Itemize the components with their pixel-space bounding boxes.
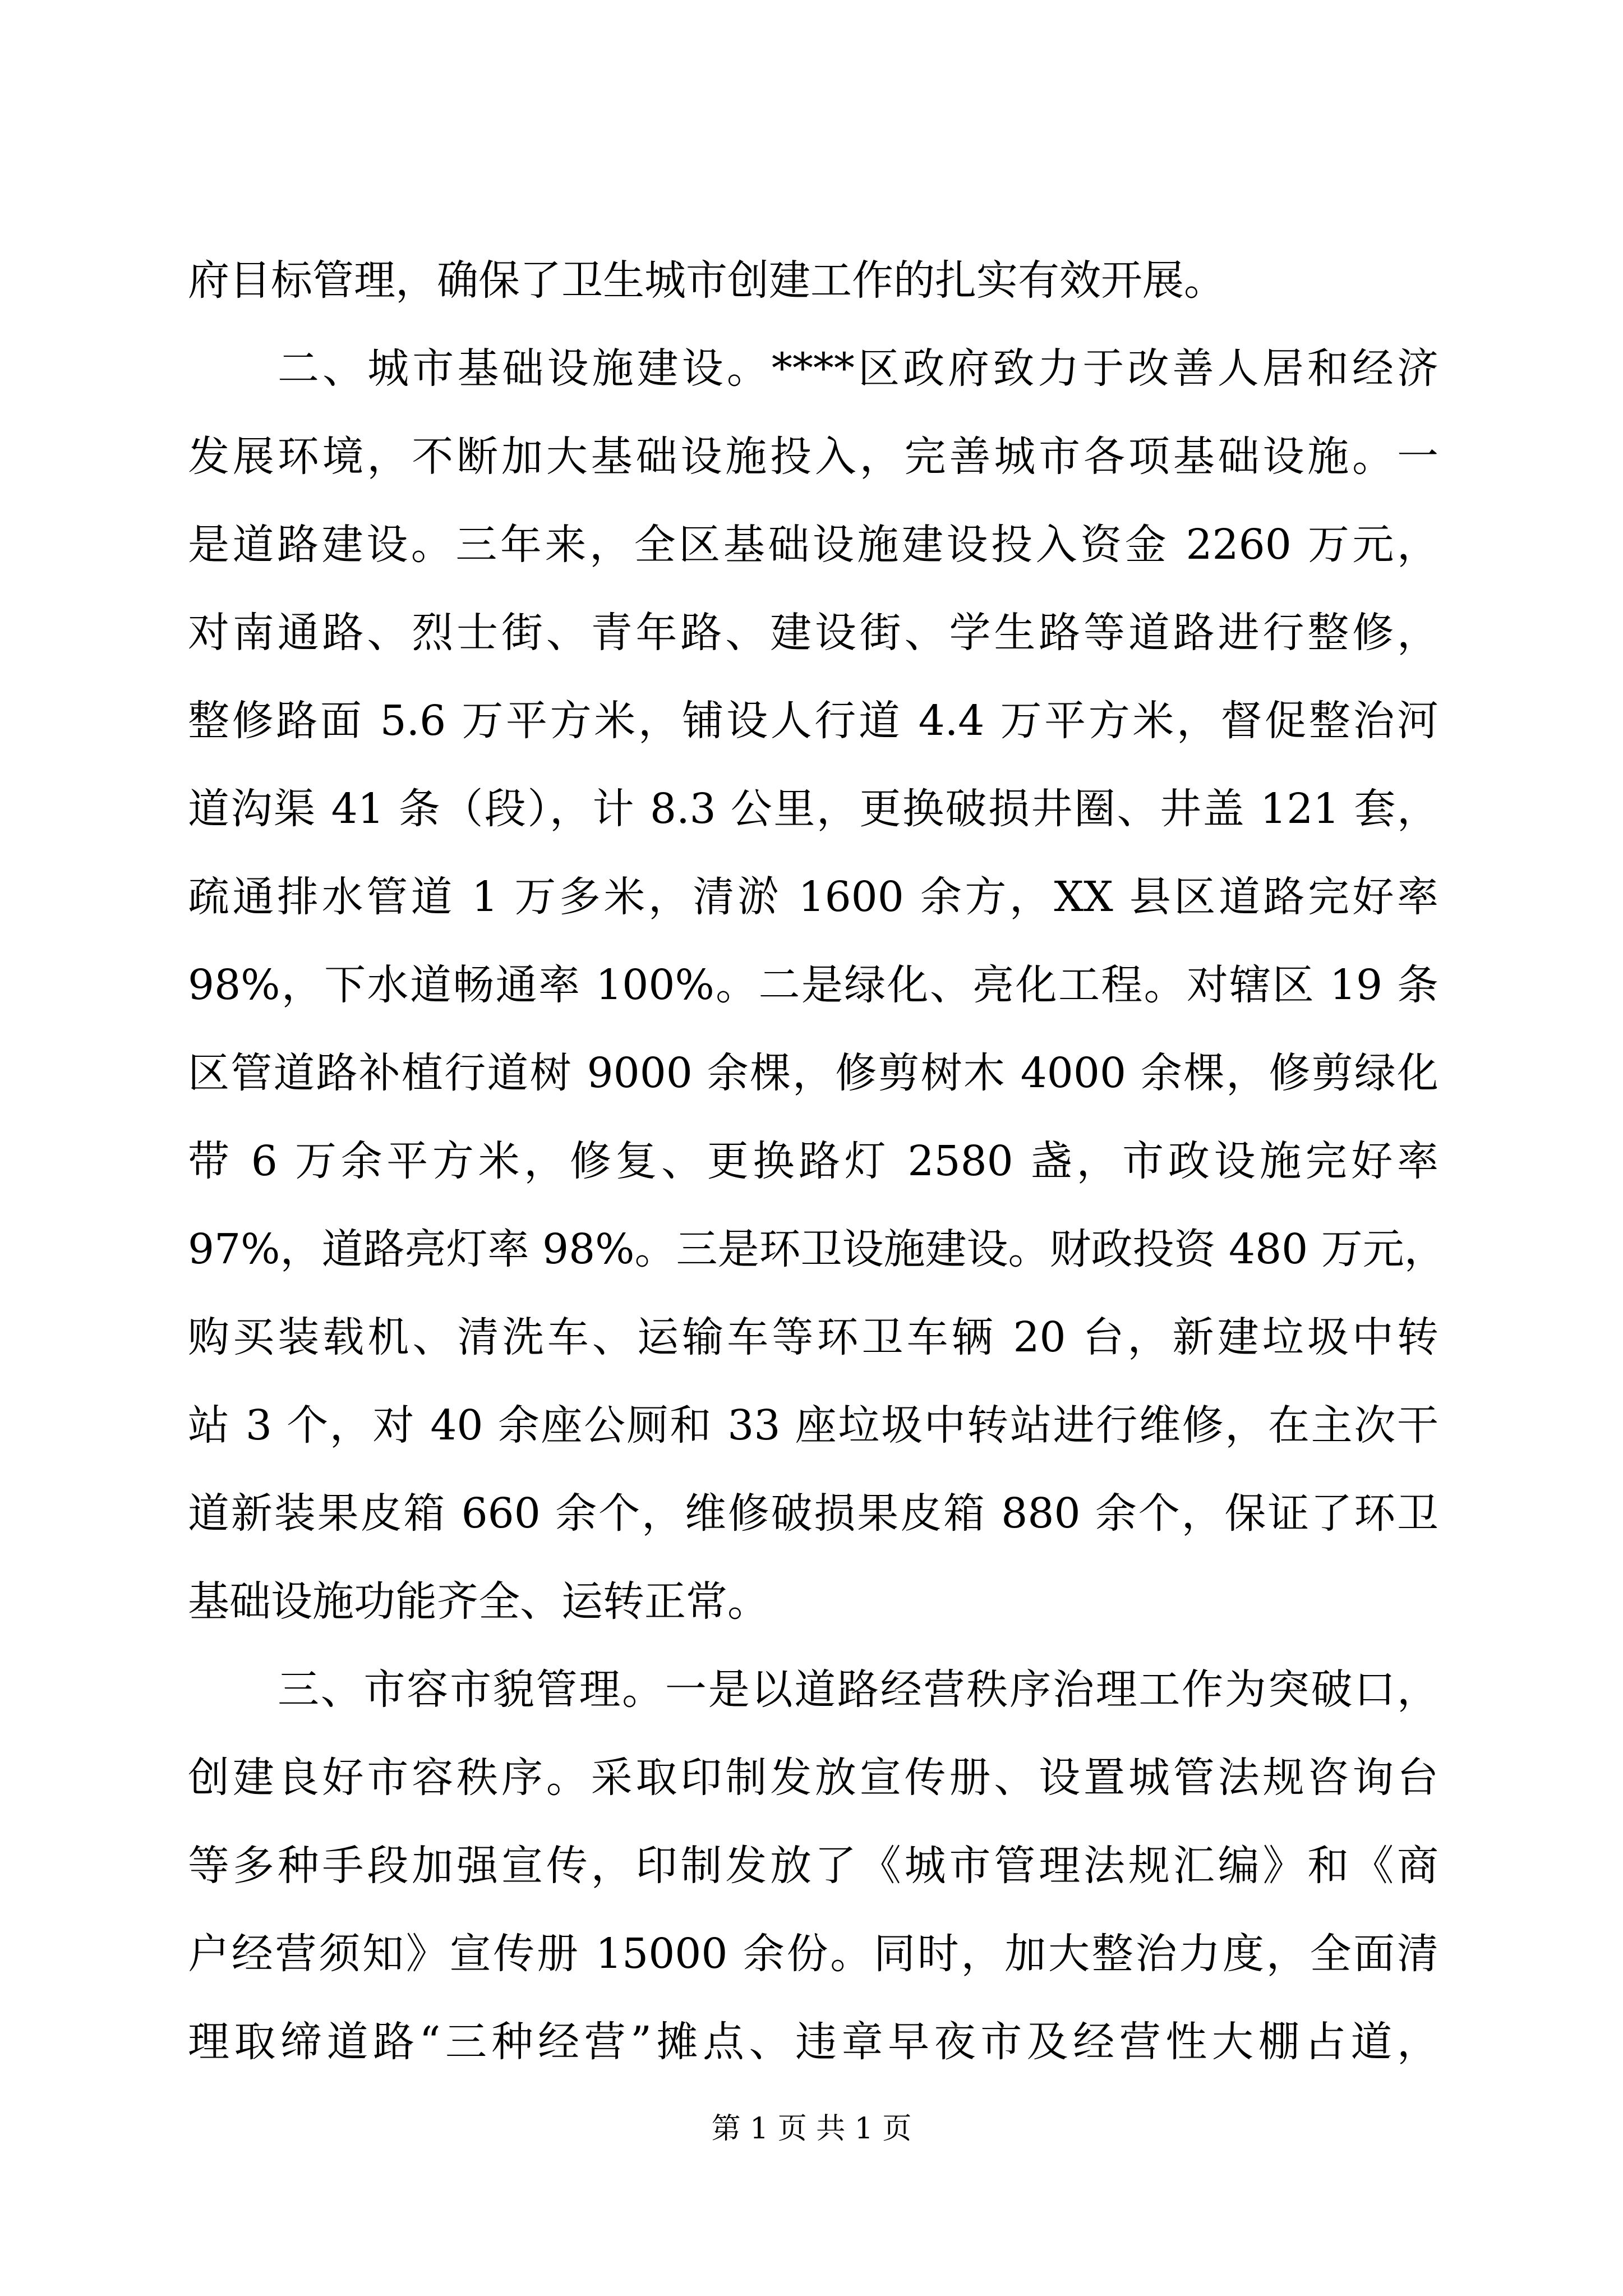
text-line: 整修路面 5.6 万平方米，铺设人行道 4.4 万平方米，督促整治河	[188, 697, 1438, 745]
text-line: 道新装果皮箱 660 余个，维修破损果皮箱 880 余个，保证了环卫	[188, 1489, 1438, 1538]
text-line: 户经营须知》宣传册 15000 余份。同时，加大整治力度，全面清	[188, 1930, 1438, 1978]
text-line: 是道路建设。三年来，全区基础设施建设投入资金 2260 万元，	[188, 521, 1438, 569]
text-line: 对南通路、烈士街、青年路、建设街、学生路等道路进行整修，	[188, 609, 1438, 657]
text-line: 区管道路补植行道树 9000 余棵，修剪树木 4000 余棵，修剪绿化	[188, 1049, 1438, 1097]
text-line: 二、城市基础设施建设。****区政府致力于改善人居和经济	[278, 344, 1438, 393]
text-line: 创建良好市容秩序。采取印制发放宣传册、设置城管法规咨询台	[188, 1754, 1438, 1802]
text-line: 97%，道路亮灯率 98%。三是环卫设施建设。财政投资 480 万元，	[188, 1225, 1446, 1273]
text-line: 三、市容市貌管理。一是以道路经营秩序治理工作为突破口，	[278, 1665, 1438, 1714]
text-line: 98%，下水道畅通率 100%。二是绿化、亮化工程。对辖区 19 条	[188, 961, 1438, 1009]
text-line: 理取缔道路“三种经营”摊点、违章早夜市及经营性大棚占道，	[188, 2018, 1438, 2066]
text-line: 府目标管理，确保了卫生城市创建工作的扎实有效开展。	[188, 256, 1225, 305]
text-line: 疏通排水管道 1 万多米，清淤 1600 余方，XX 县区道路完好率	[188, 873, 1438, 921]
text-line: 发展环境，不断加大基础设施投入，完善城市各项基础设施。一	[188, 432, 1438, 481]
text-line: 基础设施功能齐全、运转正常。	[188, 1577, 769, 1626]
text-line: 购买装载机、清洗车、运输车等环卫车辆 20 台，新建垃圾中转	[188, 1313, 1438, 1361]
page-number-footer: 第 1 页 共 1 页	[711, 2112, 912, 2146]
text-line: 等多种手段加强宣传，印制发放了《城市管理法规汇编》和《商	[188, 1842, 1438, 1890]
text-line: 站 3 个，对 40 余座公厕和 33 座垃圾中转站进行维修，在主次干	[188, 1401, 1438, 1450]
text-line: 带 6 万余平方米，修复、更换路灯 2580 盏，市政设施完好率	[188, 1137, 1438, 1185]
text-line: 道沟渠 41 条（段），计 8.3 公里，更换破损井圈、井盖 121 套，	[188, 785, 1438, 833]
